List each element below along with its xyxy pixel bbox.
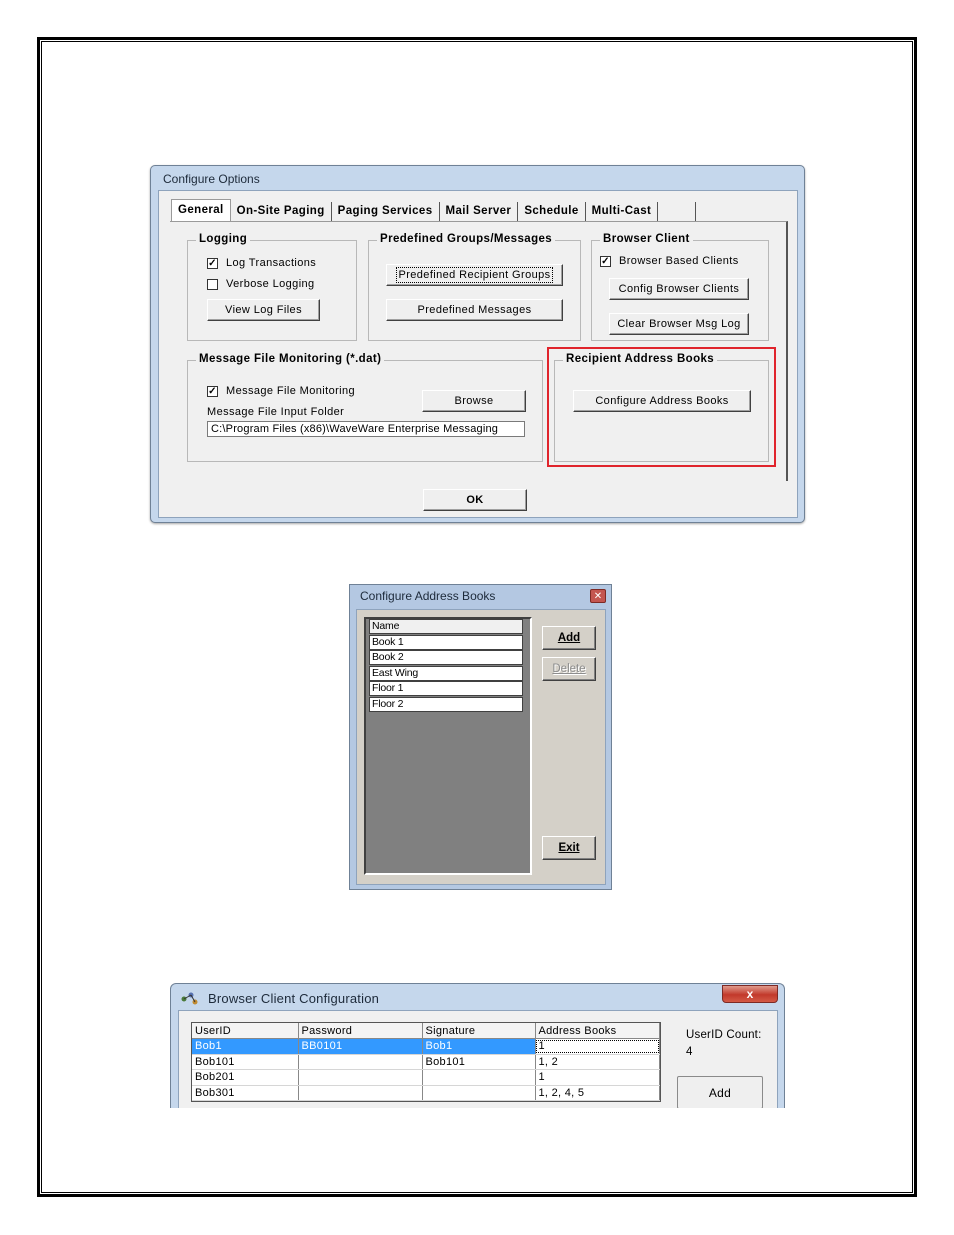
list-header-name: Name — [369, 619, 523, 634]
userid-count-value: 4 — [686, 1046, 693, 1058]
cell-signature[interactable] — [422, 1085, 535, 1101]
browser-based-clients-checkbox[interactable] — [600, 255, 739, 267]
configure-address-books-label: Configure Address Books — [595, 395, 729, 407]
logging-group — [187, 233, 357, 341]
window-client-area — [158, 190, 798, 518]
browser-client-legend: Browser Client — [600, 233, 693, 245]
close-icon[interactable]: ✕ — [590, 589, 606, 603]
message-file-monitoring-checkbox[interactable] — [207, 385, 355, 397]
predefined-messages-button[interactable] — [386, 299, 563, 321]
cell-userid[interactable]: Bob301 — [192, 1085, 298, 1101]
column-header-address-books[interactable]: Address Books — [535, 1023, 660, 1039]
cell-userid[interactable]: Bob1 — [192, 1039, 298, 1055]
config-browser-clients-label: Config Browser Clients — [618, 283, 740, 295]
browser-based-clients-label: Browser Based Clients — [619, 255, 739, 267]
predefined-recipient-groups-button[interactable] — [386, 264, 563, 286]
delete-button[interactable]: Delete — [542, 657, 596, 681]
cell-address-books[interactable]: 1, 2 — [535, 1054, 660, 1070]
log-transactions-label: Log Transactions — [226, 257, 317, 269]
logging-legend: Logging — [196, 233, 250, 245]
cell-userid[interactable]: Bob201 — [192, 1070, 298, 1086]
app-network-icon — [180, 992, 200, 1006]
predefined-recipient-groups-label: Predefined Recipient Groups — [398, 269, 551, 281]
checkbox-unchecked-icon — [207, 279, 218, 290]
table-row[interactable] — [192, 1054, 660, 1070]
message-file-legend: Message File Monitoring (*.dat) — [196, 353, 384, 365]
verbose-logging-label: Verbose Logging — [226, 278, 315, 290]
column-header-userid[interactable]: UserID — [192, 1023, 298, 1039]
window-title: Configure Address Books — [360, 589, 496, 603]
table-row[interactable] — [192, 1085, 660, 1101]
config-browser-clients-button[interactable] — [609, 278, 749, 300]
message-file-monitoring-label: Message File Monitoring — [226, 385, 356, 397]
user-grid — [191, 1022, 661, 1102]
predefined-legend: Predefined Groups/Messages — [377, 233, 555, 245]
cell-address-books[interactable]: 1 — [535, 1070, 660, 1086]
tab-empty[interactable] — [658, 202, 696, 221]
checkbox-checked-icon: ✓ — [208, 257, 217, 269]
browse-label: Browse — [454, 395, 494, 407]
cell-address-books[interactable]: 1 — [535, 1039, 660, 1055]
cell-signature[interactable] — [422, 1070, 535, 1086]
window-title: Browser Client Configuration — [208, 991, 380, 1006]
cell-password[interactable] — [298, 1070, 422, 1086]
view-log-files-button[interactable] — [207, 299, 320, 321]
log-transactions-checkbox[interactable] — [207, 257, 316, 269]
configure-address-books-window — [349, 584, 612, 890]
list-item[interactable]: East Wing — [369, 666, 523, 681]
cell-password[interactable] — [298, 1085, 422, 1101]
address-book-list — [364, 617, 532, 875]
window-client-area — [178, 1010, 778, 1108]
tab-strip — [171, 199, 696, 221]
tab-on-site-paging[interactable]: On-Site Paging — [231, 202, 332, 221]
table-row[interactable] — [192, 1070, 660, 1086]
verbose-logging-checkbox[interactable] — [207, 278, 315, 290]
general-tab-panel — [170, 221, 788, 481]
ok-label: OK — [466, 494, 484, 506]
add-button[interactable]: Add — [542, 626, 596, 650]
tab-multi-cast[interactable]: Multi-Cast — [586, 202, 659, 221]
table-row[interactable] — [192, 1039, 660, 1055]
browser-client-group — [591, 233, 769, 341]
checkbox-checked-icon: ✓ — [208, 385, 217, 397]
view-log-files-label: View Log Files — [225, 304, 302, 316]
configure-options-window — [150, 165, 805, 523]
window-client-area — [356, 609, 606, 885]
add-user-button[interactable]: Add — [677, 1076, 763, 1108]
highlight-box — [547, 347, 776, 467]
window-title: Configure Options — [163, 172, 260, 186]
tab-schedule[interactable]: Schedule — [518, 202, 585, 221]
cell-password[interactable] — [298, 1054, 422, 1070]
cell-address-books[interactable]: 1, 2, 4, 5 — [535, 1085, 660, 1101]
tab-general[interactable]: General — [171, 199, 231, 221]
list-item[interactable]: Book 1 — [369, 635, 523, 650]
column-header-signature[interactable]: Signature — [422, 1023, 535, 1039]
grid-header-row — [192, 1023, 660, 1039]
cell-signature[interactable]: Bob1 — [422, 1039, 535, 1055]
input-folder-label: Message File Input Folder — [207, 406, 345, 418]
checkbox-checked-icon: ✓ — [601, 255, 610, 267]
list-item[interactable]: Book 2 — [369, 650, 523, 665]
userid-count-label: UserID Count: — [686, 1029, 762, 1041]
tab-paging-services[interactable]: Paging Services — [332, 202, 440, 221]
close-icon[interactable]: x — [722, 985, 778, 1003]
cell-password[interactable]: BB0101 — [298, 1039, 422, 1055]
predefined-group — [368, 233, 581, 341]
ok-button[interactable] — [423, 489, 527, 511]
input-folder-field[interactable]: C:\Program Files (x86)\WaveWare Enterprise Messaging — [207, 421, 525, 437]
browser-client-configuration-window — [170, 983, 785, 1108]
predefined-messages-label: Predefined Messages — [417, 304, 532, 316]
tab-mail-server[interactable]: Mail Server — [440, 202, 519, 221]
clear-browser-msg-log-button[interactable] — [609, 313, 749, 335]
cell-userid[interactable]: Bob101 — [192, 1054, 298, 1070]
exit-button[interactable]: Exit — [542, 836, 596, 860]
clear-browser-msg-log-label: Clear Browser Msg Log — [617, 318, 741, 330]
column-header-password[interactable]: Password — [298, 1023, 422, 1039]
browse-button[interactable] — [422, 390, 526, 412]
list-item[interactable]: Floor 1 — [369, 681, 523, 696]
recipient-address-books-legend: Recipient Address Books — [563, 353, 717, 365]
cell-signature[interactable]: Bob101 — [422, 1054, 535, 1070]
list-item[interactable]: Floor 2 — [369, 697, 523, 712]
message-file-monitoring-group — [187, 353, 543, 462]
